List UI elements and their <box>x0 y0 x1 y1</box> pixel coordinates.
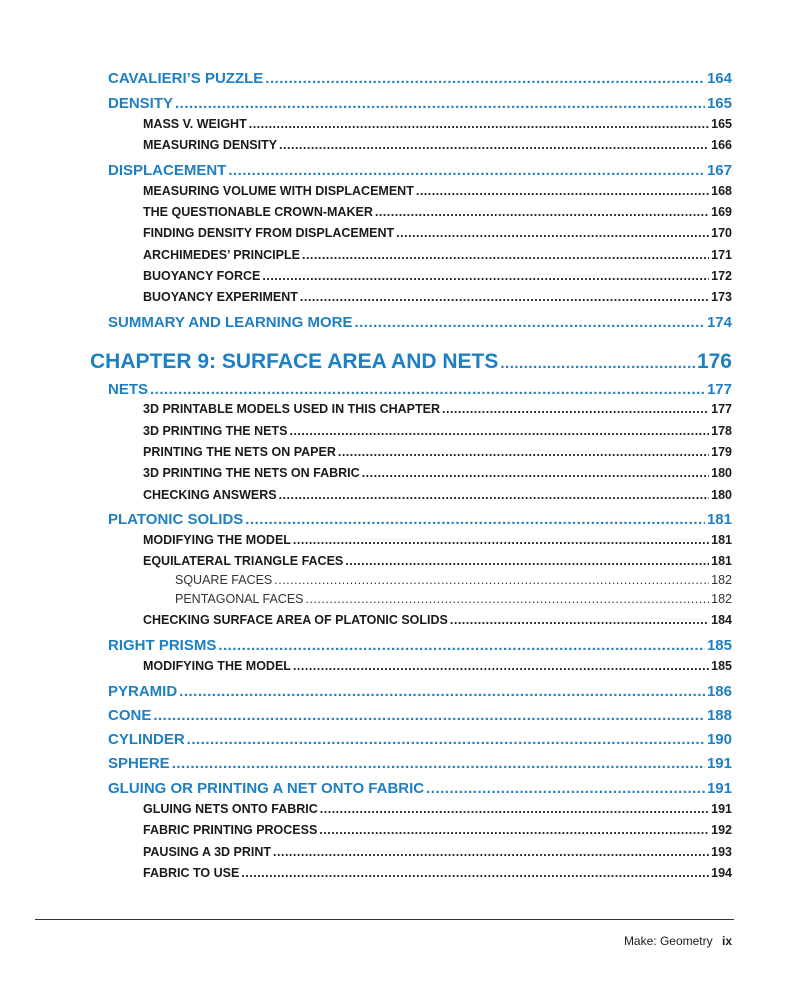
toc-entry-title: RIGHT PRISMS <box>108 637 217 654</box>
toc-entry-title: FINDING DENSITY FROM DISPLACEMENT <box>143 226 395 240</box>
toc-entry-title: CHECKING ANSWERS <box>143 488 277 502</box>
toc-entry-title: MEASURING DENSITY <box>143 138 278 152</box>
dot-leader <box>306 592 710 606</box>
toc-entry-page: 165 <box>711 117 732 131</box>
dot-leader <box>153 707 705 724</box>
toc-entry[interactable] <box>143 424 732 438</box>
toc-entry[interactable] <box>108 731 732 748</box>
dot-leader <box>300 290 709 304</box>
dot-leader <box>175 95 705 112</box>
toc-entry[interactable] <box>108 381 732 398</box>
toc-entry-page: 173 <box>711 290 732 304</box>
dot-leader <box>345 554 709 568</box>
toc-entry-page: 176 <box>696 350 732 373</box>
toc-entry-page: 170 <box>711 226 732 240</box>
dot-leader <box>396 226 709 240</box>
dot-leader <box>150 381 705 398</box>
toc-entry[interactable] <box>108 314 732 331</box>
toc-entry-title: CHECKING SURFACE AREA OF PLATONIC SOLIDS <box>143 613 448 627</box>
toc-entry-title: CONE <box>108 707 152 724</box>
toc-entry[interactable] <box>143 659 732 673</box>
dot-leader <box>375 205 709 219</box>
toc-entry-title: 3D PRINTING THE NETS ON FABRIC <box>143 466 360 480</box>
toc-entry-title: DISPLACEMENT <box>108 162 227 179</box>
toc-entry-title: PENTAGONAL FACES <box>175 592 304 606</box>
dot-leader <box>500 355 695 372</box>
toc-entry-page: 168 <box>711 184 732 198</box>
dot-leader <box>442 402 709 416</box>
footer-book-title: Make: Geometry <box>623 934 713 948</box>
toc-entry[interactable] <box>143 533 732 547</box>
toc-entry-page: 188 <box>706 707 732 724</box>
toc-entry-page: 179 <box>711 445 732 459</box>
toc-entry-page: 191 <box>706 755 732 772</box>
dot-leader <box>262 269 709 283</box>
dot-leader <box>426 780 705 797</box>
toc-entry[interactable] <box>143 290 732 304</box>
toc-entry-title: BUOYANCY EXPERIMENT <box>143 290 298 304</box>
toc-entry-page: 181 <box>706 511 732 528</box>
page-footer <box>624 934 732 948</box>
toc-entry[interactable] <box>175 592 732 606</box>
dot-leader <box>265 70 705 87</box>
toc-entry-title: FABRIC PRINTING PROCESS <box>143 823 318 837</box>
toc-entry[interactable] <box>90 350 732 374</box>
dot-leader <box>274 573 709 587</box>
dot-leader <box>320 802 709 816</box>
toc-entry-title: SQUARE FACES <box>175 573 273 587</box>
toc-entry-title: CYLINDER <box>108 731 185 748</box>
toc-entry[interactable] <box>143 205 732 219</box>
footer-page-number: ix <box>721 934 732 948</box>
toc-entry-page: 180 <box>711 488 732 502</box>
toc-entry[interactable] <box>175 573 732 587</box>
toc-entry-title: SUMMARY AND LEARNING MORE <box>108 314 353 331</box>
dot-leader <box>187 731 705 748</box>
dot-leader <box>450 613 709 627</box>
toc-entry-page: 194 <box>711 866 732 880</box>
dot-leader <box>249 117 709 131</box>
toc-entry-title: NETS <box>108 381 149 398</box>
dot-leader <box>241 866 709 880</box>
toc-entry-page: 191 <box>711 802 732 816</box>
toc-entry-page: 182 <box>711 592 732 606</box>
toc-entry[interactable] <box>108 637 732 654</box>
toc-entry-page: 190 <box>706 731 732 748</box>
dot-leader <box>179 683 705 700</box>
toc-entry[interactable] <box>143 402 732 416</box>
toc-entry[interactable] <box>143 269 732 283</box>
toc-entry-page: 172 <box>711 269 732 283</box>
toc-entry[interactable] <box>143 845 732 859</box>
dot-leader <box>293 533 709 547</box>
toc-entry-page: 193 <box>711 845 732 859</box>
toc-entry-title: MASS V. WEIGHT <box>143 117 247 131</box>
toc-entry-title: THE QUESTIONABLE CROWN-MAKER <box>143 205 373 219</box>
toc-entry[interactable] <box>108 162 732 179</box>
toc-entry[interactable] <box>108 511 732 528</box>
toc-entry[interactable] <box>108 70 732 87</box>
toc-entry-title: CAVALIERI’S PUZZLE <box>108 70 264 87</box>
toc-entry-title: PRINTING THE NETS ON PAPER <box>143 445 336 459</box>
toc-entry-title: BUOYANCY FORCE <box>143 269 261 283</box>
toc-entry-page: 192 <box>711 823 732 837</box>
toc-entry-page: 184 <box>711 613 732 627</box>
toc-entry[interactable] <box>143 613 732 627</box>
toc-entry-page: 181 <box>711 554 732 568</box>
toc-entry-title: EQUILATERAL TRIANGLE FACES <box>143 554 344 568</box>
toc-entry[interactable] <box>143 138 732 152</box>
toc-entry[interactable] <box>143 488 732 502</box>
toc-entry[interactable] <box>108 755 732 772</box>
dot-leader <box>218 637 705 654</box>
dot-leader <box>293 659 709 673</box>
toc-entry-title: 3D PRINTING THE NETS <box>143 424 288 438</box>
dot-leader <box>172 755 705 772</box>
dot-leader <box>289 424 709 438</box>
toc-entry-page: 191 <box>706 780 732 797</box>
toc-entry-title: PLATONIC SOLIDS <box>108 511 244 528</box>
toc-entry-page: 174 <box>706 314 732 331</box>
toc-entry-page: 165 <box>706 95 732 112</box>
toc-entry-title: ARCHIMEDES’ PRINCIPLE <box>143 248 300 262</box>
dot-leader <box>273 845 709 859</box>
toc-entry[interactable] <box>108 707 732 724</box>
toc-entry[interactable] <box>143 802 732 816</box>
toc-entry-page: 182 <box>711 573 732 587</box>
toc-entry[interactable] <box>108 95 732 112</box>
toc-entry-page: 186 <box>706 683 732 700</box>
toc-entry-title: SPHERE <box>108 755 170 772</box>
dot-leader <box>416 184 709 198</box>
toc-entry-page: 164 <box>706 70 732 87</box>
dot-leader <box>354 314 705 331</box>
toc-entry-title: FABRIC TO USE <box>143 866 240 880</box>
toc-entry[interactable] <box>143 554 732 568</box>
toc-entry-title: MODIFYING THE MODEL <box>143 659 291 673</box>
dot-leader <box>362 466 709 480</box>
toc-entry[interactable] <box>143 248 732 262</box>
toc-entry-page: 177 <box>711 402 732 416</box>
dot-leader <box>245 511 705 528</box>
toc-entry-title: CHAPTER 9: SURFACE AREA AND NETS <box>90 350 499 373</box>
toc-entry[interactable] <box>108 683 732 700</box>
toc-entry[interactable] <box>143 866 732 880</box>
toc-entry-page: 180 <box>711 466 732 480</box>
toc-entry[interactable] <box>143 445 732 459</box>
toc-entry[interactable] <box>143 823 732 837</box>
toc-entry-page: 178 <box>711 424 732 438</box>
toc-entry-title: PYRAMID <box>108 683 178 700</box>
toc-entry-page: 177 <box>706 381 732 398</box>
toc-entry-title: GLUING NETS ONTO FABRIC <box>143 802 318 816</box>
dot-leader <box>302 248 709 262</box>
toc-entry-title: GLUING OR PRINTING A NET ONTO FABRIC <box>108 780 425 797</box>
toc-entry-title: MODIFYING THE MODEL <box>143 533 291 547</box>
toc-entry-page: 167 <box>706 162 732 179</box>
toc-entry-page: 171 <box>711 248 732 262</box>
dot-leader <box>319 823 709 837</box>
toc-entry[interactable] <box>108 780 732 797</box>
footer-divider <box>35 919 734 920</box>
dot-leader <box>279 488 710 502</box>
toc-entry[interactable] <box>143 117 732 131</box>
toc-entry-title: MEASURING VOLUME WITH DISPLACEMENT <box>143 184 414 198</box>
toc-entry-page: 181 <box>711 533 732 547</box>
toc-entry[interactable] <box>143 184 732 198</box>
dot-leader <box>279 138 709 152</box>
dot-leader <box>228 162 705 179</box>
dot-leader <box>338 445 709 459</box>
toc-entry[interactable] <box>143 226 732 240</box>
toc-entry-page: 185 <box>711 659 732 673</box>
toc-entry-title: PAUSING A 3D PRINT <box>143 845 272 859</box>
toc-entry-title: DENSITY <box>108 95 174 112</box>
toc-entry-page: 166 <box>711 138 732 152</box>
toc-entry-page: 169 <box>711 205 732 219</box>
toc-entry-title: 3D PRINTABLE MODELS USED IN THIS CHAPTER <box>143 402 441 416</box>
toc-entry[interactable] <box>143 466 732 480</box>
toc-entry-page: 185 <box>706 637 732 654</box>
